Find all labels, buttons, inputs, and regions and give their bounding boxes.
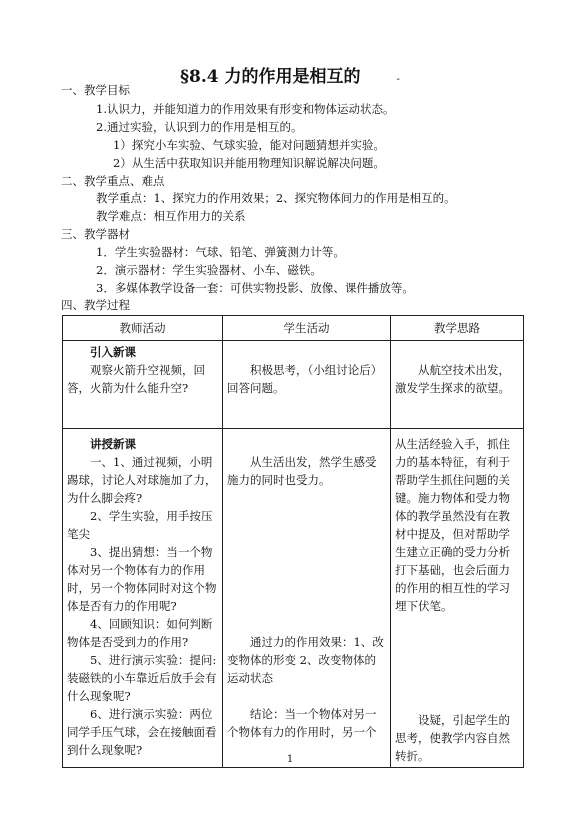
idea-text-2: 设疑，引起学生的思考，使教学内容自然转折。 (395, 713, 510, 763)
equipment-item-2: 2．演示器材：学生实验器材、小车、磁铁。 (96, 263, 322, 277)
equipment-item-3: 3．多媒体教学设备一套：可供实物投影、放像、课件播放等。 (96, 281, 414, 295)
col-header-student: 学生活动 (223, 316, 391, 341)
intro-teacher-text: 观察火箭升空视频，回答，火箭为什么能升空? (67, 363, 205, 395)
goal-item-2: 2.通过实验，认识到力的作用是相互的。 (96, 120, 303, 134)
title-mark: - (396, 74, 400, 85)
student-text-3: 结论：当一个物体对另一个物体有力的作用时，另一个 (227, 707, 377, 739)
teacher-step-4: 4、回顾知识：如何判断物体是否受到力的作用? (67, 617, 213, 649)
keypoint-item-2: 教学难点：相互作用力的关系 (96, 209, 246, 223)
goal-item-1: 1.认识力，并能知道力的作用效果有形变和物体运动状态。 (96, 102, 395, 116)
cell-idea-intro (391, 341, 524, 429)
section-heading-process: 四、教学过程 (61, 298, 130, 312)
student-text-1: 从生活出发，然学生感受施力的同时也受力。 (227, 455, 377, 487)
teacher-step-1: 一、1、通过视频，小明踢球，讨论人对球施加了力，为什么脚会疼? (67, 455, 217, 505)
table-header-row (63, 316, 524, 341)
intro-heading: 引入新课 (90, 345, 136, 359)
table-row (63, 341, 524, 429)
cell-student-new (223, 429, 391, 768)
keypoint-item-1: 教学重点：1、探究力的作用效果；2、探究物体间力的作用是相互的。 (96, 191, 456, 205)
cell-student-intro (223, 341, 391, 429)
cell-teacher-new (63, 429, 223, 768)
cell-teacher-intro (63, 341, 223, 429)
student-text-2: 通过力的作用效果：1、改变物体的形变 2、改变物体的运动状态 (227, 635, 384, 685)
new-lesson-heading: 讲授新课 (90, 437, 136, 451)
equipment-item-1: 1．学生实验器材：气球、铅笔、弹簧测力计等。 (96, 245, 345, 259)
col-header-teacher: 教师活动 (63, 316, 223, 341)
intro-idea-text: 从航空技术出发，激发学生探求的欲望。 (395, 363, 510, 395)
section-heading-keypoints: 二、教学重点、难点 (61, 174, 165, 188)
section-heading-equipment: 三、教学器材 (61, 227, 130, 241)
cell-idea-new (391, 429, 524, 768)
teacher-step-2: 2、学生实验，用手按压笔尖 (67, 509, 213, 541)
col-header-idea: 教学思路 (391, 316, 524, 341)
intro-student-text: 积极思考，（小组讨论后）回答问题。 (227, 363, 383, 395)
goal-subitem-1: 1）探究小车实验、气球实验，能对问题猜想并实验。 (113, 138, 385, 152)
teacher-step-6: 6、进行演示实验：两位同学手压气球，会在接触面看到什么现象呢? (67, 707, 217, 757)
process-table (62, 315, 524, 768)
section-heading-goals: 一、教学目标 (61, 83, 130, 97)
goal-subitem-2: 2）从生活中获取知识并能用物理知识解说解决问题。 (113, 156, 385, 170)
idea-text-1: 从生活经验入手，抓住力的基本特征，有利于帮助学生抓住问题的关键。施力物体和受力物体的教学虽然没有在教材中提及，但对帮助学生建立正确的受力分析打下基础，也会后面力的作用的相互性的学习埋下伏笔。 (395, 437, 510, 613)
page-number: 1 (286, 754, 294, 765)
title-text: §8.4 力的作用是相互的 (180, 67, 361, 87)
teacher-step-3: 3、提出猜想：当一个物体对另一个物体有力的作用时，另一个物体同时对这个物体是否有力的作用呢? (67, 545, 217, 613)
table-row (63, 429, 524, 768)
teacher-step-5: 5、进行演示实验：提问:装磁铁的小车靠近后放手会有什么现象呢? (67, 653, 217, 703)
